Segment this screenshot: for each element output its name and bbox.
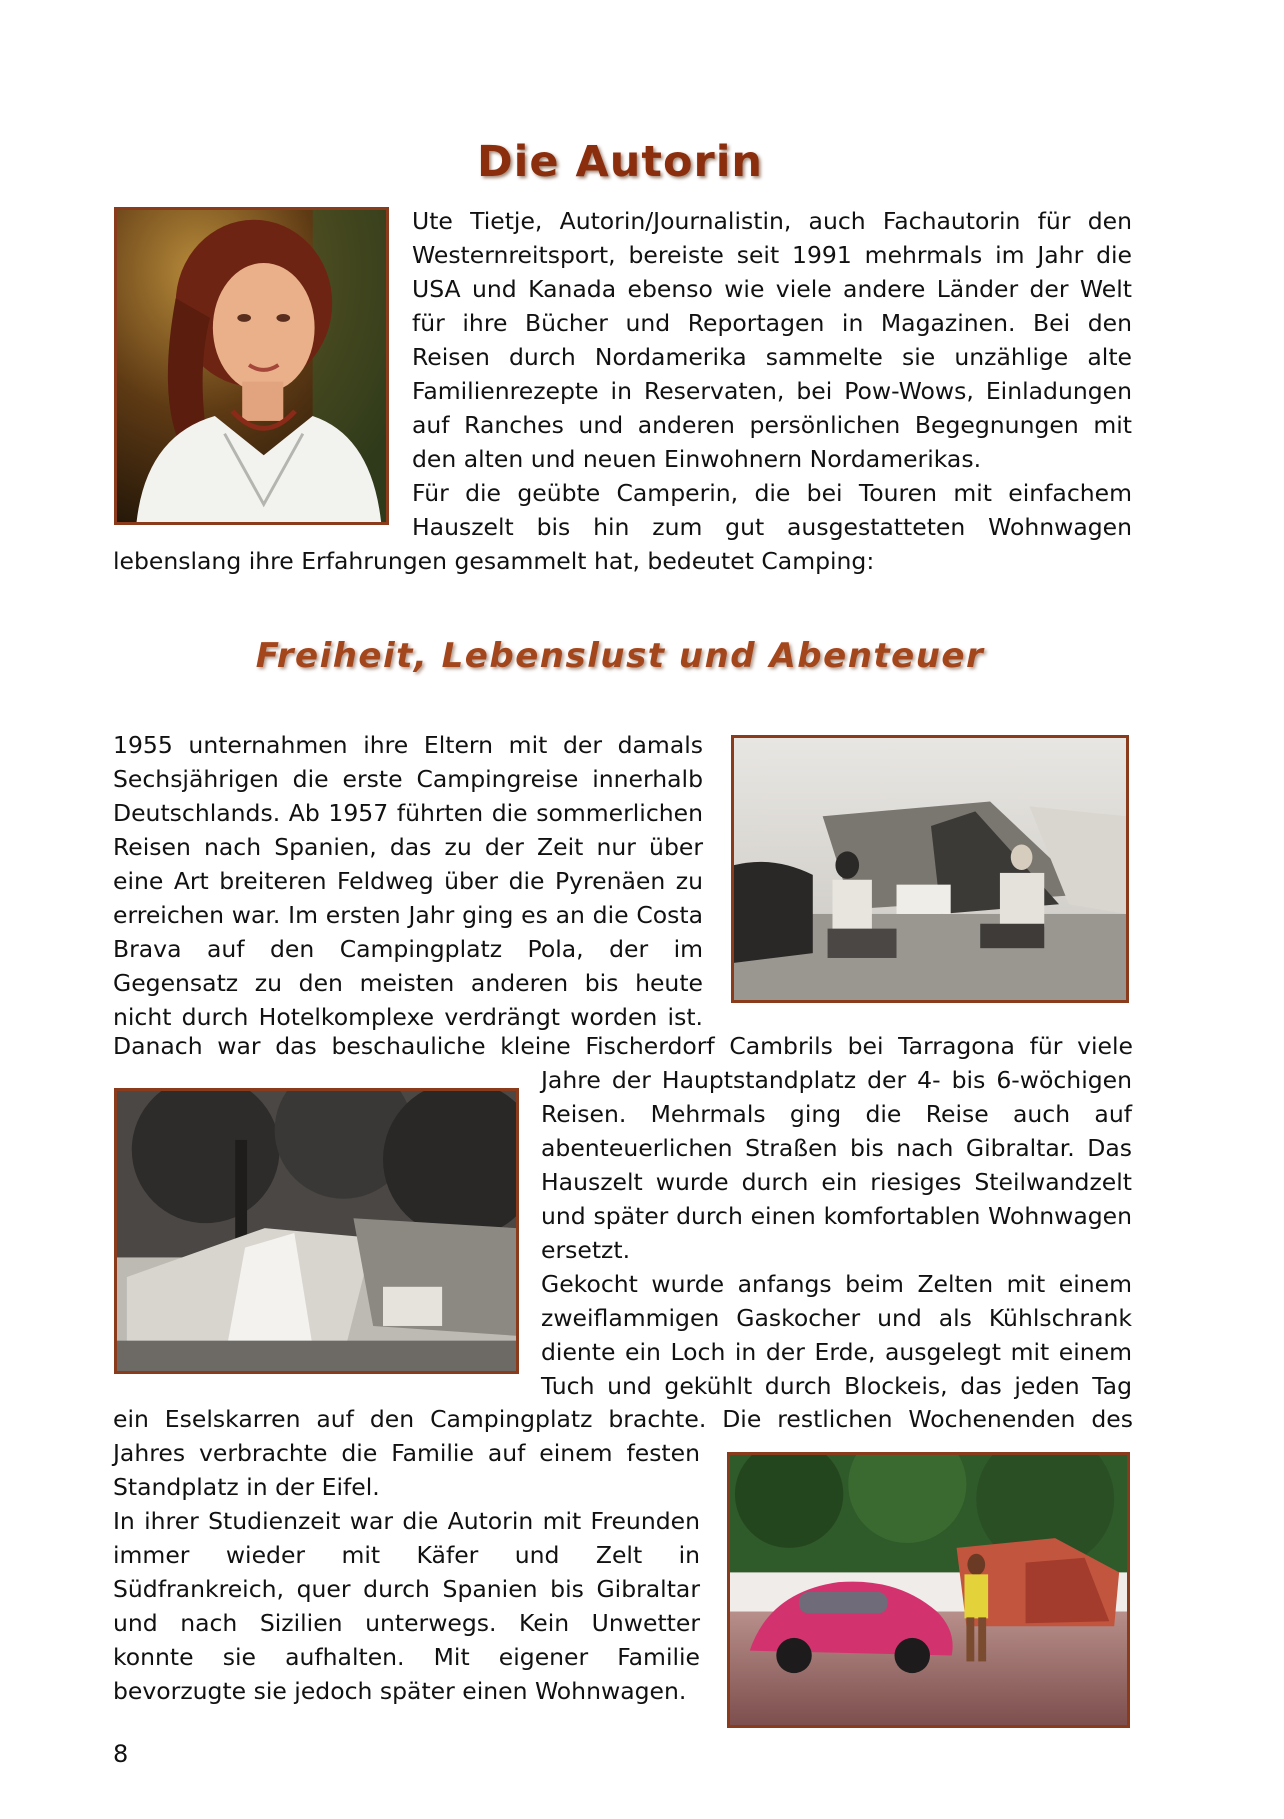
- body-paragraph-4: Jahres verbrachte die Familie auf einem festen Standplatz in der Eifel.: [113, 1439, 700, 1501]
- author-portrait-image: [117, 210, 386, 522]
- steilwandzelt-photo: [114, 1088, 519, 1374]
- tent-1950s-image: [734, 738, 1126, 1000]
- page-title: Die Autorin: [476, 136, 764, 187]
- section-subtitle: Freiheit, Lebenslust und Abenteuer: [255, 636, 985, 677]
- body-paragraph-2: Jahre der Hauptstandplatz der 4- bis 6-wöchigen Reisen. Mehrmals ging die Reise auch auf abenteuerlichen Straßen bis nach Gibraltar. Das Hauszelt wurde durch ein riesiges Steilwandzelt und später durch einen komfortablen Wohnwagen ersetzt.: [541, 1066, 1132, 1264]
- page-number: 8: [113, 1740, 129, 1768]
- body-paragraph-5: In ihrer Studienzeit war die Autorin mit Freunden immer wieder mit Käfer und Zelt in Südfrankreich, quer durch Spanien bis Gibraltar und nach Sizilien unterwegs. Kein Unwetter konnte sie aufhalten. Mit eigener Familie bevorzugte sie jedoch später einen Wohnwagen.: [113, 1507, 700, 1705]
- body-line-eselskarren: ein Eselskarren auf den Campingplatz brachte. Die restlichen Wochenenden des: [113, 1405, 1133, 1433]
- intro-paragraph-2b: lebenslang ihre Erfahrungen gesammelt hat, bedeutet Camping:: [113, 547, 875, 575]
- tent-1950s-photo: [731, 735, 1129, 1003]
- body-paragraph-1: 1955 unternahmen ihre Eltern mit der damals Sechsjährigen die erste Campingreise innerhalb Deutschlands. Ab 1957 führten die sommerlichen Reisen nach Spanien, das zu der Zeit nur über eine Art breiteren Feldweg über die Pyrenäen zu erreichen war. Im ersten Jahr ging es an die Costa Brava auf den Campingplatz Pola, der im Gegensatz zu den meisten anderen bis heute nicht durch Hotelkomplexe verdrängt worden ist.: [113, 731, 703, 1031]
- body-paragraph-3: Gekocht wurde anfangs beim Zelten mit einem zweiflammigen Gaskocher und als Kühlschrank diente ein Loch in der Erde, ausgelegt mit einem Tuch und gekühlt durch Blockeis, das jeden Tag: [541, 1270, 1132, 1400]
- intro-paragraph-1: Ute Tietje, Autorin/Journalistin, auch Fachautorin für den Westernreitsport, bereiste seit 1991 mehrmals im Jahr die USA und Kanada ebenso wie viele andere Länder der Welt für ihre Bücher und Reportagen in Magazinen. Bei den Reisen durch Nordamerika sammelte sie unzählige alte Familienrezepte in Reservaten, bei Pow-Wows, Einladungen auf Ranches und anderen persönlichen Begegnungen mit den alten und neuen Einwohnern Nordamerikas.: [412, 207, 1132, 473]
- steilwandzelt-image: [117, 1091, 516, 1371]
- body-line-cambrils: Danach war das beschauliche kleine Fischerdorf Cambrils bei Tarragona für viele: [113, 1032, 1133, 1060]
- kaefer-car-photo: [727, 1452, 1130, 1728]
- author-portrait-photo: [114, 207, 389, 525]
- intro-paragraph-2a: Für die geübte Camperin, die bei Touren mit einfachem Hauszelt bis hin zum gut ausgestatteten Wohnwagen: [412, 479, 1132, 541]
- kaefer-car-image: [730, 1455, 1127, 1725]
